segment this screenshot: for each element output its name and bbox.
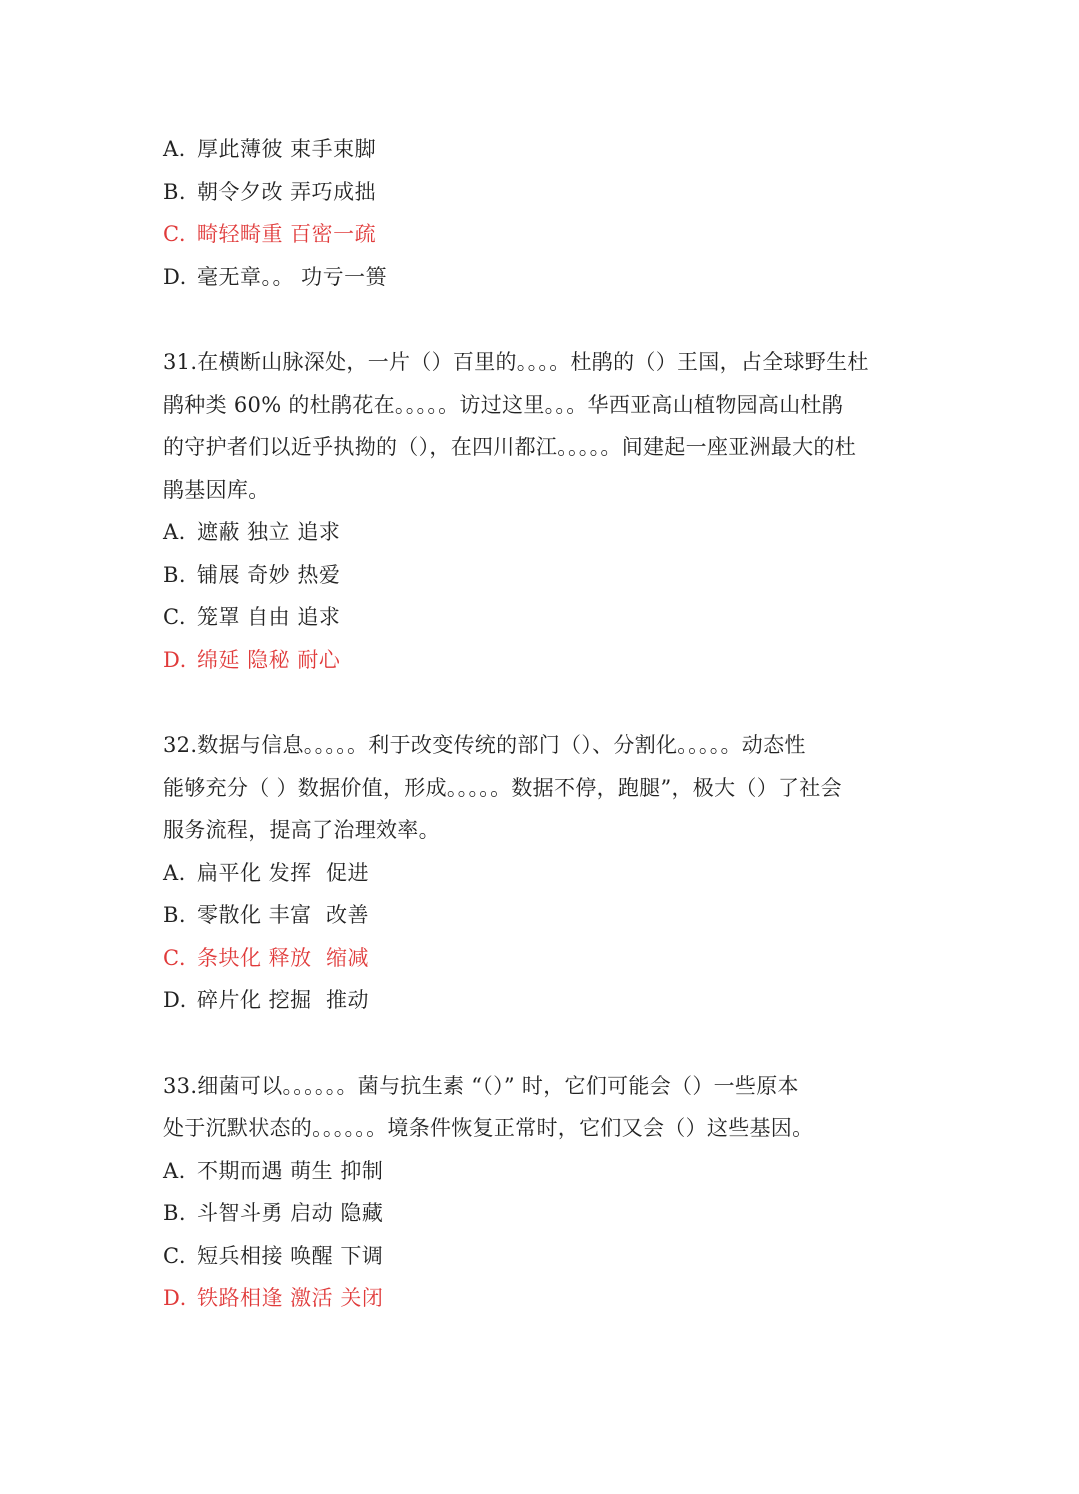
question-stem (163, 724, 923, 852)
stem-line: 处于沉默状态的。。。。。。境条件恢复正常时，它们又会（）这些基因。 (163, 1116, 814, 1140)
option-d (163, 979, 923, 1022)
option-a (163, 511, 923, 554)
question-31 (163, 341, 923, 681)
option-text: 笼罩 自由 追求 (197, 605, 341, 629)
stem-line: 鹃基因库。 (163, 477, 270, 502)
option-text: 零散化 丰富 改善 (197, 903, 370, 927)
document-page (163, 128, 923, 1320)
option-letter: C. (163, 1243, 186, 1268)
option-letter: D. (163, 988, 187, 1012)
option-letter: A. (163, 860, 186, 885)
option-c-correct (163, 213, 923, 256)
option-c (163, 1235, 923, 1278)
option-letter: A. (163, 137, 186, 161)
option-letter: D. (163, 1286, 187, 1310)
option-text: 扁平化 发挥 促进 (197, 860, 370, 885)
option-text: 遮蔽 独立 追求 (197, 520, 341, 544)
option-text: 绵延 隐秘 耐心 (197, 647, 341, 672)
spacer (163, 681, 923, 724)
option-letter: B. (163, 903, 187, 927)
prev-question-options (163, 128, 923, 298)
stem-line: 31.在横断山脉深处，一片（）百里的。。。。杜鹃的（）王国，占全球野生杜 (163, 350, 869, 374)
option-letter: B. (163, 179, 187, 204)
stem-line: 服务流程，提高了治理效率。 (163, 818, 440, 842)
option-letter: D. (163, 647, 187, 672)
option-text: 厚此薄彼 束手束脚 (197, 137, 377, 161)
option-text: 碎片化 挖掘 推动 (197, 988, 370, 1012)
option-b (163, 554, 923, 597)
option-letter: C. (163, 945, 186, 970)
option-a (163, 128, 923, 171)
question-stem (163, 341, 923, 511)
question-stem (163, 1065, 923, 1150)
option-b (163, 894, 923, 937)
option-b (163, 1192, 923, 1235)
option-letter: B. (163, 562, 187, 587)
option-letter: A. (163, 1158, 186, 1183)
option-c (163, 596, 923, 639)
stem-line: 33.细菌可以。。。。。。菌与抗生素 “（）” 时，它们可能会（）一些原本 (163, 1073, 799, 1098)
stem-line: 32.数据与信息。。。。。利于改变传统的部门（）、分割化。。。。。动态性 (163, 733, 806, 757)
spacer (163, 298, 923, 341)
option-text: 畸轻畸重 百密一疏 (197, 222, 377, 246)
option-d-correct (163, 639, 923, 682)
option-b (163, 171, 923, 214)
option-letter: A. (163, 520, 186, 544)
option-d (163, 256, 923, 299)
option-text: 短兵相接 唤醒 下调 (197, 1243, 384, 1268)
option-a (163, 852, 923, 895)
question-32 (163, 724, 923, 1022)
option-text: 不期而遇 萌生 抑制 (197, 1158, 384, 1183)
stem-line: 能够充分（ ）数据价值，形成。。。。。数据不停，跑腿”，极大（）了社会 (163, 775, 842, 800)
option-letter: C. (163, 222, 186, 246)
spacer (163, 1022, 923, 1065)
option-text: 朝令夕改 弄巧成拙 (197, 179, 377, 204)
option-text: 铁路相逢 激活 关闭 (197, 1286, 384, 1310)
option-letter: C. (163, 605, 186, 629)
option-text: 条块化 释放 缩减 (197, 945, 370, 970)
stem-line: 鹃种类 60% 的杜鹃花在。。。。。访过这里。。。华西亚高山植物园高山杜鹃 (163, 392, 844, 417)
question-33 (163, 1065, 923, 1320)
option-d-correct (163, 1277, 923, 1320)
option-letter: B. (163, 1201, 187, 1225)
option-text: 铺展 奇妙 热爱 (197, 562, 341, 587)
option-letter: D. (163, 264, 187, 289)
stem-line: 的守护者们以近乎执拗的（），在四川都江。。。。。间建起一座亚洲最大的杜 (163, 435, 856, 459)
option-a (163, 1150, 923, 1193)
option-text: 毫无章。。 功亏一篑 (197, 264, 388, 289)
option-c-correct (163, 937, 923, 980)
option-text: 斗智斗勇 启动 隐藏 (197, 1201, 384, 1225)
